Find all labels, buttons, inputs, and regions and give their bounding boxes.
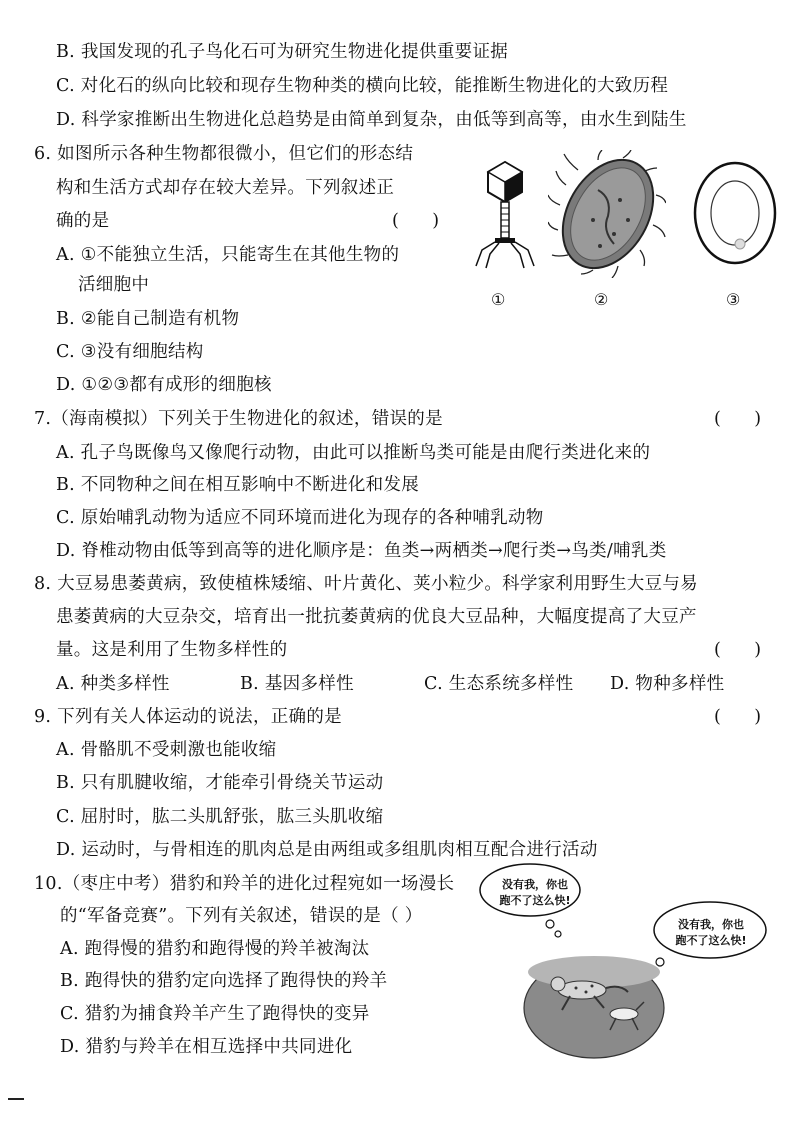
q8-stem-line2: 患萎黄病的大豆杂交，培育出一批抗萎黄病的优良大豆品种，大幅度提高了大豆产 [56, 607, 697, 627]
cell-illustration [690, 158, 780, 268]
q6-option-d: D. ①②③都有成形的细胞核 [56, 375, 272, 395]
speech-bubble-right-line2: 跑不了这么快! [675, 934, 747, 947]
figure-label-1: ① [491, 290, 506, 309]
virus-illustration [470, 158, 540, 270]
q8-stem-line3: 量。这是利用了生物多样性的 [56, 640, 288, 660]
q5-option-b: B. 我国发现的孔子鸟化石可为研究生物进化提供重要证据 [56, 42, 509, 62]
q7-option-b: B. 不同物种之间在相互影响中不断进化和发展 [56, 475, 420, 495]
q8-stem-line1: 8. 大豆易患萎黄病，致使植株矮缩、叶片黄化、荚小粒少。科学家利用野生大豆与易 [34, 574, 698, 594]
q9-option-b: B. 只有肌腱收缩，才能牵引骨绕关节运动 [56, 773, 384, 793]
speech-bubble-left [494, 876, 576, 908]
q8-option-c: C. 生态系统多样性 [424, 674, 574, 694]
q10-stem-line2: 的“军备竞赛”。下列有关叙述，错误的是（ ） [60, 906, 423, 926]
q5-option-d: D. 科学家推断出生物进化总趋势是由简单到复杂，由低等到高等，由水生到陆生 [56, 110, 687, 130]
q10-option-a: A. 跑得慢的猎豹和跑得慢的羚羊被淘汰 [60, 939, 370, 959]
bacterium-illustration [548, 150, 666, 278]
speech-bubble-right-line1: 没有我，你也 [678, 918, 744, 931]
q6-stem-line1: 6. 如图所示各种生物都很微小，但它们的形态结 [34, 144, 414, 164]
q6-answer-paren: ( ) [392, 211, 440, 231]
q10-stem-line1: 10.（枣庄中考）猎豹和羚羊的进化过程宛如一场漫长 [34, 874, 455, 894]
q6-stem-line2: 构和生活方式却存在较大差异。下列叙述正 [56, 178, 395, 198]
page-footer-dash [8, 1098, 24, 1100]
q9-answer-paren: ( ) [714, 707, 762, 727]
q5-option-c: C. 对化石的纵向比较和现存生物种类的横向比较，能推断生物进化的大致历程 [56, 76, 669, 96]
q6-option-a-line2: 活细胞中 [78, 275, 150, 295]
q7-stem: 7.（海南模拟）下列关于生物进化的叙述，错误的是 [34, 409, 443, 429]
q10-option-b: B. 跑得快的猎豹定向选择了跑得快的羚羊 [60, 971, 388, 991]
q6-option-c: C. ③没有细胞结构 [56, 342, 204, 362]
q9-option-c: C. 屈肘时，肱二头肌舒张，肱三头肌收缩 [56, 807, 384, 827]
q7-option-c: C. 原始哺乳动物为适应不同环境而进化为现存的各种哺乳动物 [56, 508, 544, 528]
q8-answer-paren: ( ) [714, 640, 762, 660]
q8-option-a: A. 种类多样性 [56, 674, 170, 694]
q8-option-b: B. 基因多样性 [240, 674, 354, 694]
q6-option-b: B. ②能自己制造有机物 [56, 309, 240, 329]
q10-option-d: D. 猎豹与羚羊在相互选择中共同进化 [60, 1037, 353, 1057]
speech-bubble-left-line1: 没有我，你也 [502, 878, 568, 891]
q9-option-d: D. 运动时，与骨相连的肌肉总是由两组或多组肌肉相互配合进行活动 [56, 840, 598, 860]
figure-label-2: ② [594, 290, 609, 309]
q9-stem: 9. 下列有关人体运动的说法，正确的是 [34, 707, 342, 727]
q7-option-a: A. 孔子鸟既像鸟又像爬行动物，由此可以推断鸟类可能是由爬行类进化来的 [56, 443, 651, 463]
q6-stem-line3: 确的是 [56, 211, 110, 231]
q8-option-d: D. 物种多样性 [610, 674, 725, 694]
speech-bubble-left-line2: 跑不了这么快! [499, 894, 571, 907]
q10-option-c: C. 猎豹为捕食羚羊产生了跑得快的变异 [60, 1004, 370, 1024]
speech-bubble-right [666, 916, 756, 948]
q6-option-a-line1: A. ①不能独立生活，只能寄生在其他生物的 [56, 245, 400, 265]
q7-option-d: D. 脊椎动物由低等到高等的进化顺序是：鱼类→两栖类→爬行类→鸟类/哺乳类 [56, 541, 667, 561]
q7-answer-paren: ( ) [714, 409, 762, 429]
q9-option-a: A. 骨骼肌不受刺激也能收缩 [56, 740, 277, 760]
figure-label-3: ③ [726, 290, 741, 309]
